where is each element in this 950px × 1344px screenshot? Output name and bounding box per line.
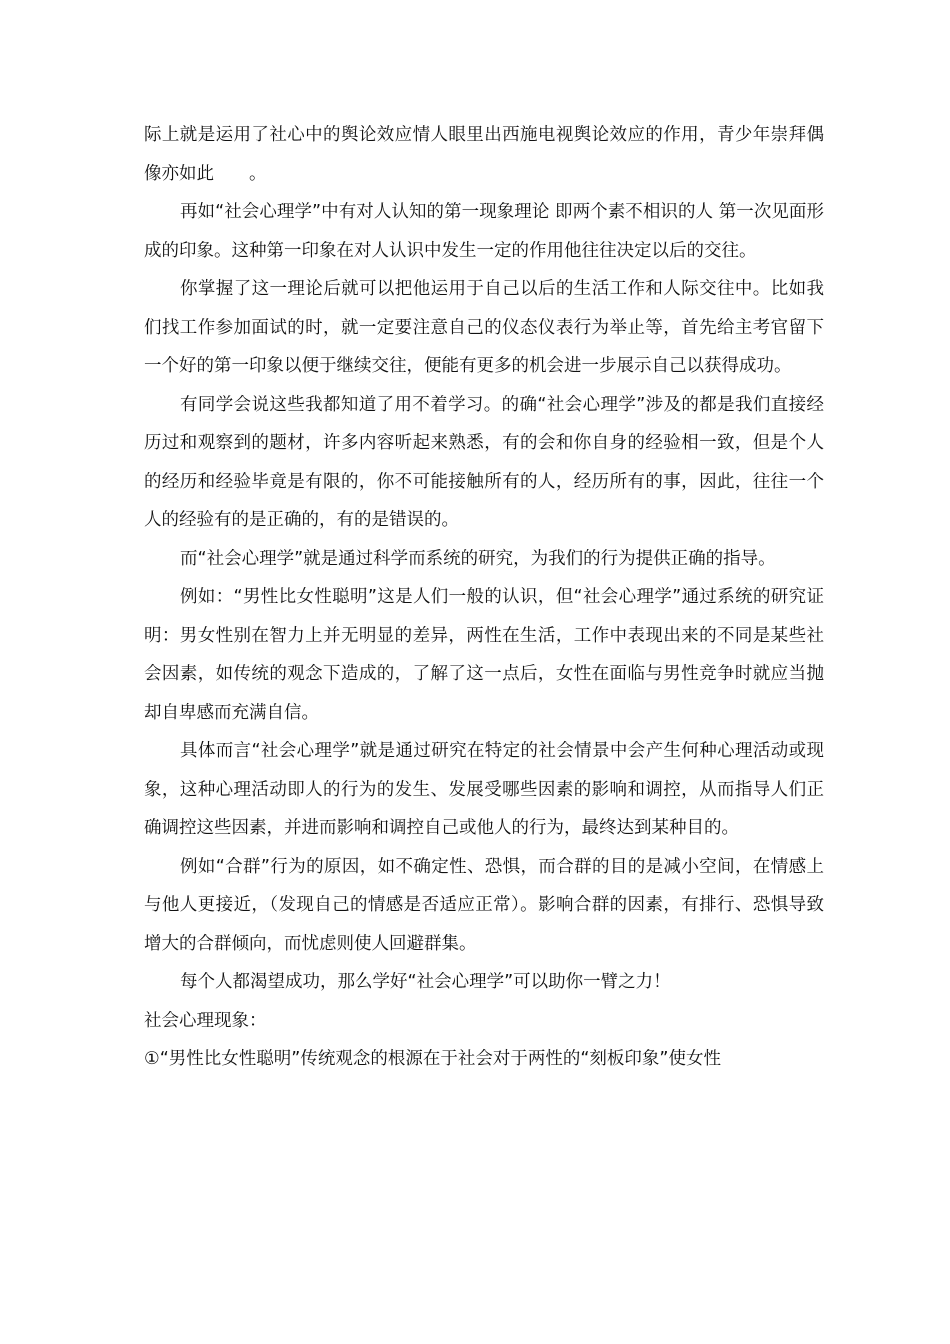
section-heading: 社会心理现象： xyxy=(144,1010,267,1031)
paragraph-1: 际上就是运用了社心中的舆论效应情人眼里出西施电视舆论效应的作用，青少年崇拜偶像亦如此 。 xyxy=(144,125,824,184)
paragraph-8: 例如“合群”行为的原因，如不确定性、恐惧，而合群的目的是减小空间，在情感上与他人更接近，（发现自己的情感是否适应正常）。影响合群的因素，有排行、恐惧导致增大的合群倾向，而忧虑则使人回避群集。 xyxy=(144,856,824,954)
list-item-1: ①“男性比女性聪明”传统观念的根源在于社会对于两性的“刻板印象”使女性 xyxy=(144,1049,721,1069)
paragraph-4: 有同学会说这些我都知道了用不着学习。的确“社会心理学”涉及的都是我们直接经历过和观察到的题材，许多内容听起来熟悉，有的会和你自身的经验相一致，但是个人的经历和经验毕竟是有限的，你不可能接触所有的人，经历所有的事，因此，往往一个人的经验有的是正确的，有的是错误的。 xyxy=(144,394,824,530)
paragraph-9: 每个人都渴望成功，那么学好“社会心理学”可以助你一臂之力！ xyxy=(180,972,671,992)
paragraph-5: 而“社会心理学”就是通过科学而系统的研究，为我们的行为提供正确的指导。 xyxy=(180,548,776,569)
paragraph-6: 例如：“男性比女性聪明”这是人们一般的认识，但“社会心理学”通过系统的研究证明：男女性别在智力上并无明显的差异，两性在生活，工作中表现出来的不同是某些社会因素，如传统的观念下造成的，了解了这一点后，女性在面临与男性竞争时就应当抛却自卑感而充满自信。 xyxy=(144,587,824,723)
paragraph-7: 具体而言“社会心理学”就是通过研究在特定的社会情景中会产生何种心理活动或现象，这种心理活动即人的行为的发生、发展受哪些因素的影响和调控，从而指导人们正确调控这些因素，并进而影响和调控自己或他人的行为，最终达到某种目的。 xyxy=(144,741,824,838)
document-body xyxy=(144,116,824,1079)
paragraph-3: 你掌握了这一理论后就可以把他运用于自己以后的生活工作和人际交往中。比如我们找工作参加面试的时，就一定要注意自己的仪态仪表行为举止等，首先给主考官留下一个好的第一印象以便于继续交往，便能有更多的机会进一步展示自己以获得成功。 xyxy=(144,279,824,376)
paragraph-2: 再如“社会心理学”中有对人认知的第一现象理论 即两个素不相识的人 第一次见面形成的印象。这种第一印象在对人认识中发生一定的作用他往往决定以后的交往。 xyxy=(144,202,824,261)
